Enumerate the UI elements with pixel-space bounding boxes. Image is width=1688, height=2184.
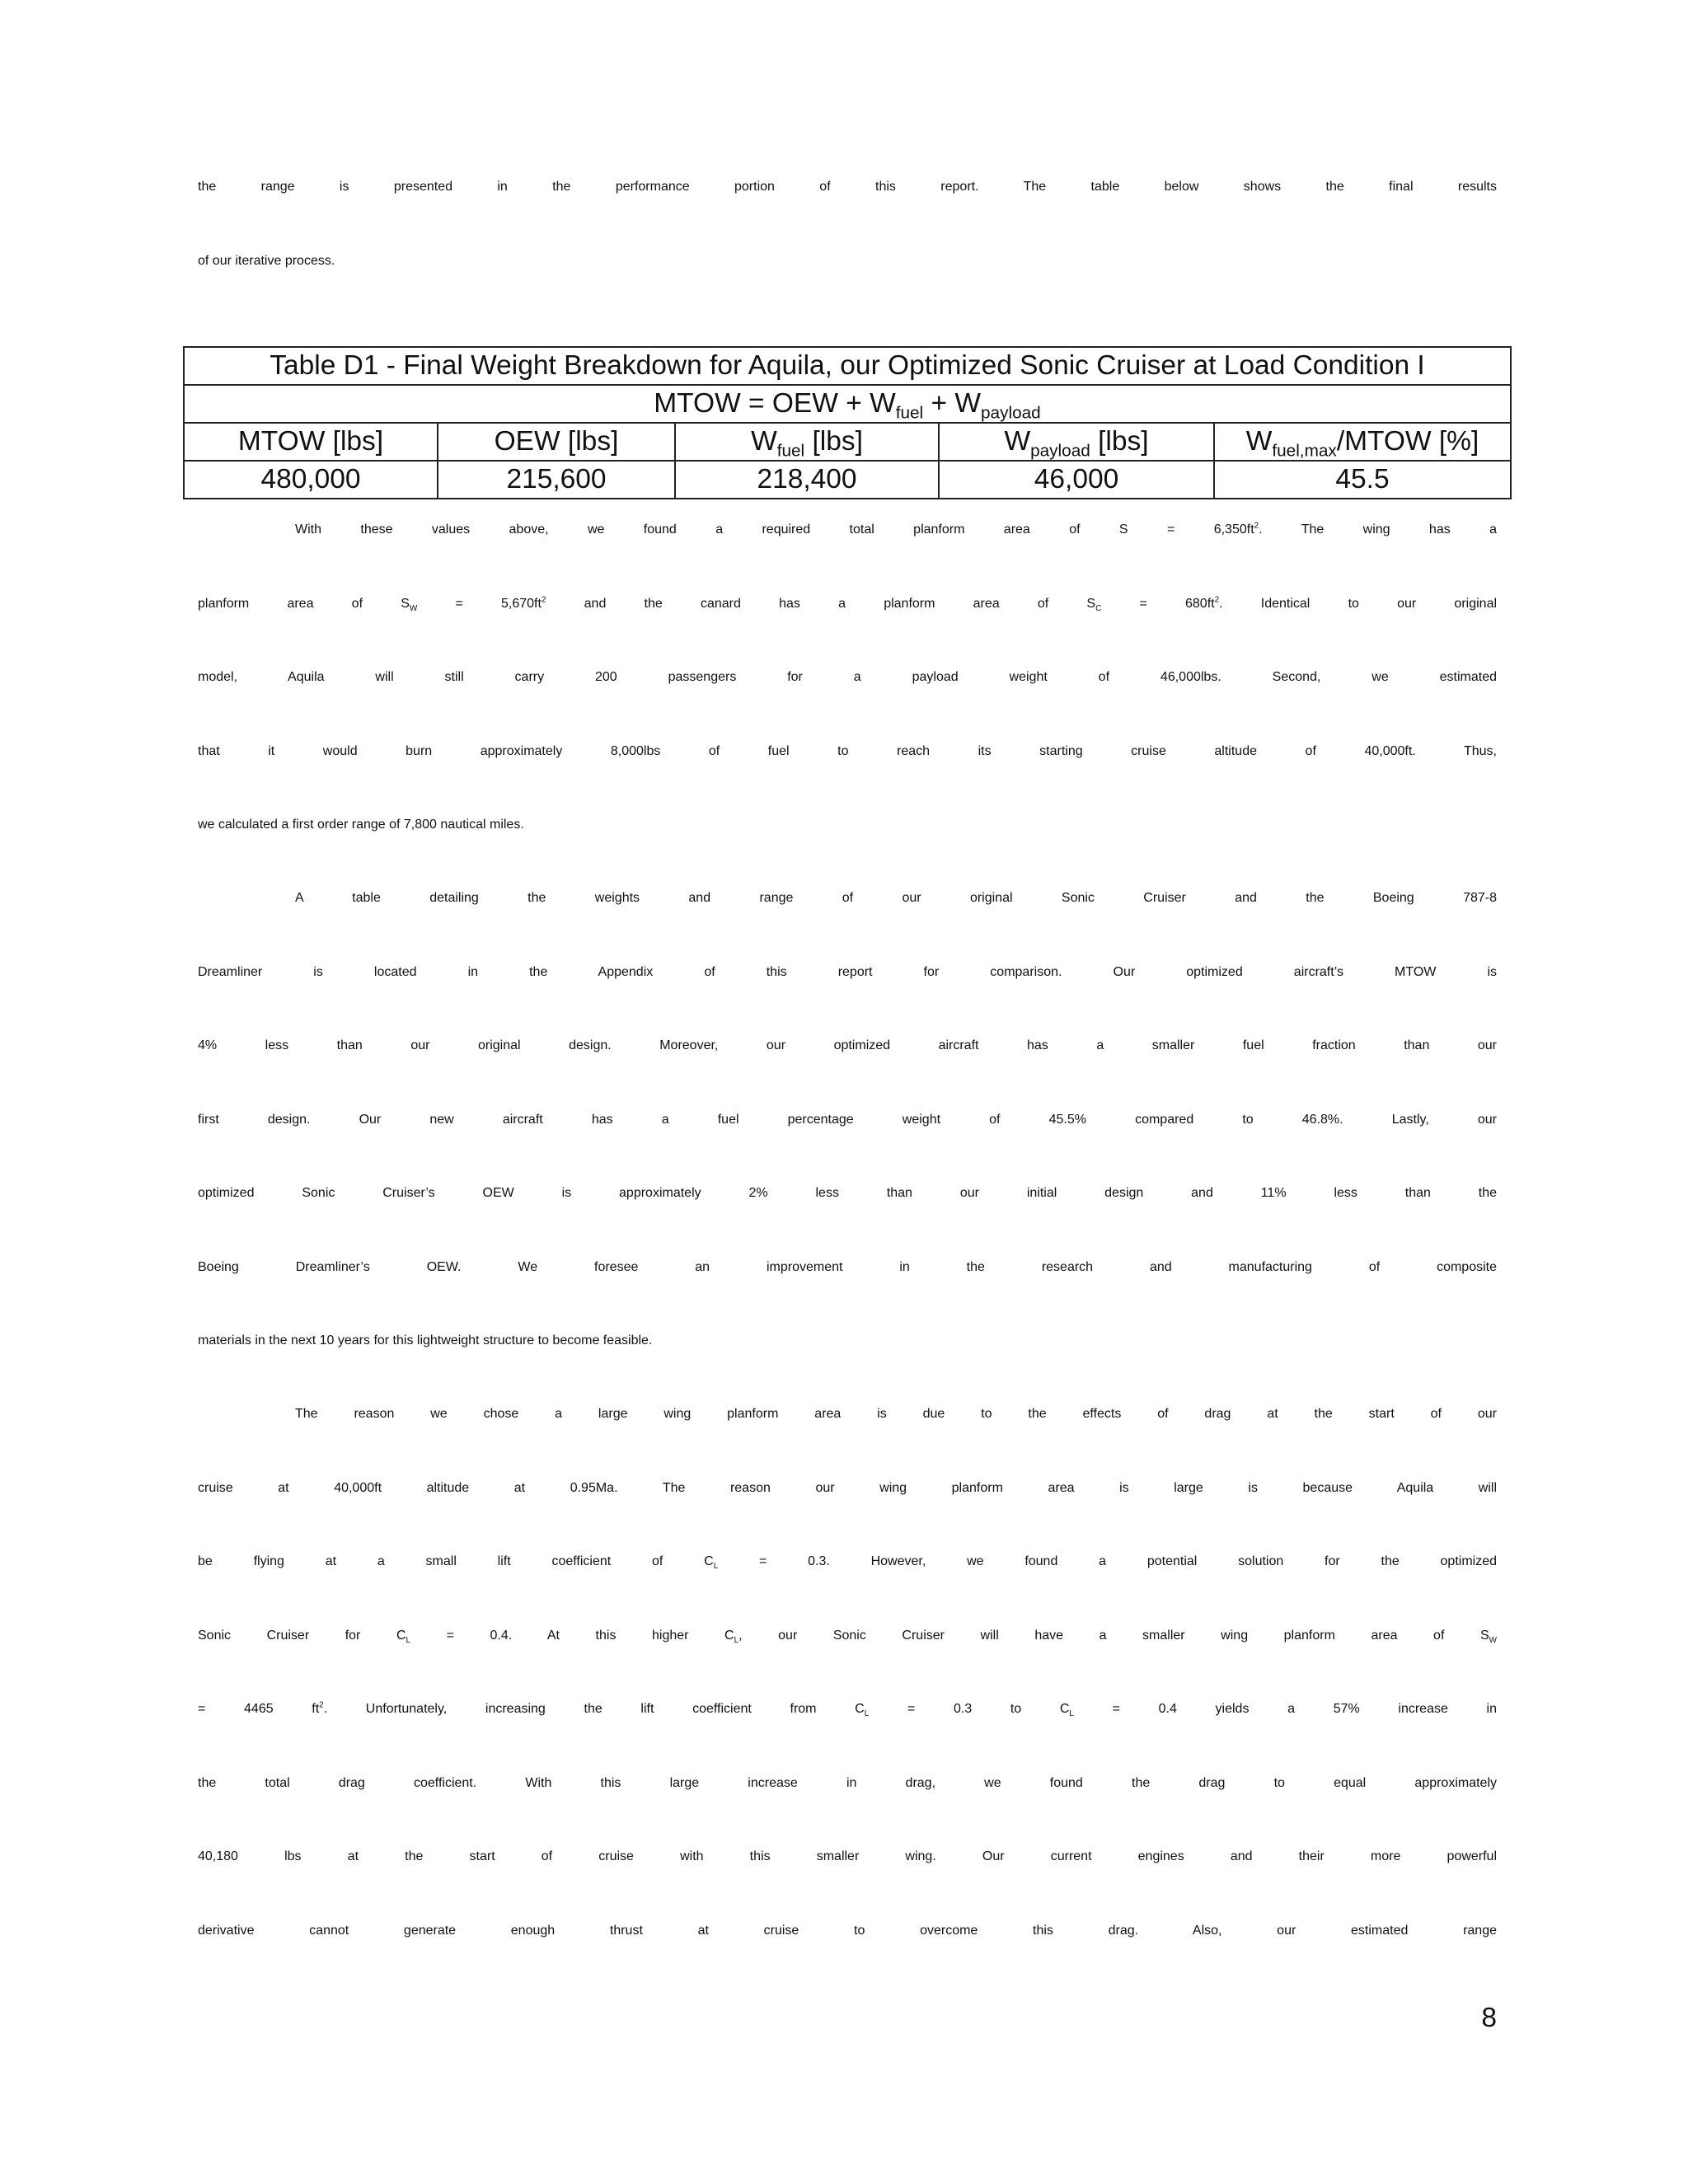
text-line: model, Aquila will still carry 200 passengers for a payload weight of 46,000lbs. Second, we estimated [198,670,1497,684]
superscript: 2 [319,1700,324,1710]
subscript: L [734,1635,739,1645]
table-formula [184,385,1511,423]
subscript: L [1069,1709,1074,1719]
text: . Identical to our original [1219,596,1498,611]
text-line [198,597,1497,671]
formula-subscript: fuel [895,403,924,423]
text: = 0.3. However, we found a potential solution for the optimized [718,1554,1498,1568]
paragraph-2 [198,891,1497,1408]
paragraph-1 [198,523,1497,892]
header-text: W [1245,426,1273,457]
subscript: L [864,1709,870,1719]
table-formula-row [184,385,1511,423]
table-caption: Table D1 - Final Weight Breakdown for Aquila, our Optimized Sonic Cruiser at Load Condition I [184,347,1511,385]
text-line: we calculated a first order range of 7,800 nautical miles. [198,818,524,832]
text-line: first design. Our new aircraft has a fuel percentage weight of 45.5% compared to 46.8%. Lastly, our [198,1112,1497,1127]
header-fuel-fraction [1214,423,1511,461]
header-text: /MTOW [%] [1336,426,1479,457]
header-text: W [751,426,777,457]
text-line: cruise at 40,000ft altitude at 0.95Ma. The reason our wing planform area is large is because Aquila will [198,1480,1497,1495]
header-subscript: payload [1030,441,1090,461]
text-line: A table detailing the weights and range of our original Sonic Cruiser and the Boeing 787-8 [295,891,1497,905]
text-line: derivative cannot generate enough thrust at cruise to overcome this drag. Also, our estimated range [198,1923,1497,1938]
superscript: 2 [1214,595,1220,605]
text-line [198,523,1497,597]
text: . The wing has a [1259,523,1498,537]
table-row [184,461,1511,499]
text: and the canard has a planform area of S [546,596,1096,611]
weight-breakdown-table [183,346,1512,499]
text: With these values above, we found a required total planform area of S = 6,350ft [295,523,1254,537]
text-line: optimized Sonic Cruiser’s OEW is approximately 2% less than our initial design and 11% less than the [198,1186,1497,1200]
text-line: the total drag coefficient. With this large increase in drag, we found the drag to equal approximately [198,1775,1497,1790]
text: planform area of S [198,596,410,611]
text-line: of our iterative process. [198,253,335,268]
header-mtow: MTOW [lbs] [184,423,438,461]
header-subscript: fuel [776,441,805,461]
text: = 0.3 to C [869,1702,1070,1716]
text-line [198,1702,1497,1776]
header-wpayload [939,423,1214,461]
cell-wfuel: 218,400 [675,461,939,499]
header-text: W [1004,426,1031,457]
formula-text: + W [923,388,981,419]
subscript: W [1489,1635,1497,1645]
text: = 680ft [1101,596,1215,611]
page-number: 8 [1481,2003,1497,2033]
subscript: L [713,1562,719,1572]
subscript: C [1095,603,1102,613]
header-wfuel [675,423,939,461]
text: = 0.4. At this higher C [410,1628,734,1643]
cell-wpayload: 46,000 [939,461,1214,499]
text: = 4465 ft [198,1702,320,1716]
text: . Unfortunately, increasing the lift coefficient from C [323,1702,865,1716]
intro-paragraph [198,180,1497,327]
text: = 0.4 yields a 57% increase in [1073,1702,1497,1716]
text-line: materials in the next 10 years for this lightweight structure to become feasible. [198,1333,653,1347]
table-caption-row [184,347,1511,385]
text-line [198,1554,1497,1629]
text: = 5,670ft [417,596,542,611]
subscript: W [409,603,418,613]
text-line: that it would burn approximately 8,000lbs of fuel to reach its starting cruise altitude of 40,000ft. Thus, [198,743,1497,758]
cell-fuel-fraction: 45.5 [1214,461,1511,499]
table-header-row [184,423,1511,461]
cell-mtow: 480,000 [184,461,438,499]
text-line [198,1629,1497,1703]
text: be flying at a small lift coefficient of C [198,1554,714,1568]
text-line: the range is presented in the performance portion of this report. The table below shows the final results [198,180,1497,194]
header-text: [lbs] [804,426,863,457]
header-subscript: fuel,max [1272,441,1337,461]
superscript: 2 [541,595,546,605]
paragraph-3 [198,1407,1497,1997]
header-text: [lbs] [1090,426,1149,457]
text: Sonic Cruiser for C [198,1628,406,1643]
text-line: Dreamliner is located in the Appendix of this report for comparison. Our optimized aircraft’s MTOW is [198,964,1497,979]
text-line: 40,180 lbs at the start of cruise with this smaller wing. Our current engines and their more powerful [198,1849,1497,1863]
superscript: 2 [1254,521,1259,531]
subscript: L [406,1635,411,1645]
header-oew: OEW [lbs] [438,423,675,461]
text-line: The reason we chose a large wing planform area is due to the effects of drag at the start of our [295,1407,1497,1421]
text-line: 4% less than our original design. Moreover, our optimized aircraft has a smaller fuel fraction than our [198,1038,1497,1052]
text: , our Sonic Cruiser will have a smaller wing planform area of S [738,1628,1489,1643]
cell-oew: 215,600 [438,461,675,499]
text-line: Boeing Dreamliner’s OEW. We foresee an improvement in the research and manufacturing of composite [198,1259,1497,1274]
formula-text: MTOW = OEW + W [654,388,896,419]
formula-subscript: payload [980,403,1041,423]
